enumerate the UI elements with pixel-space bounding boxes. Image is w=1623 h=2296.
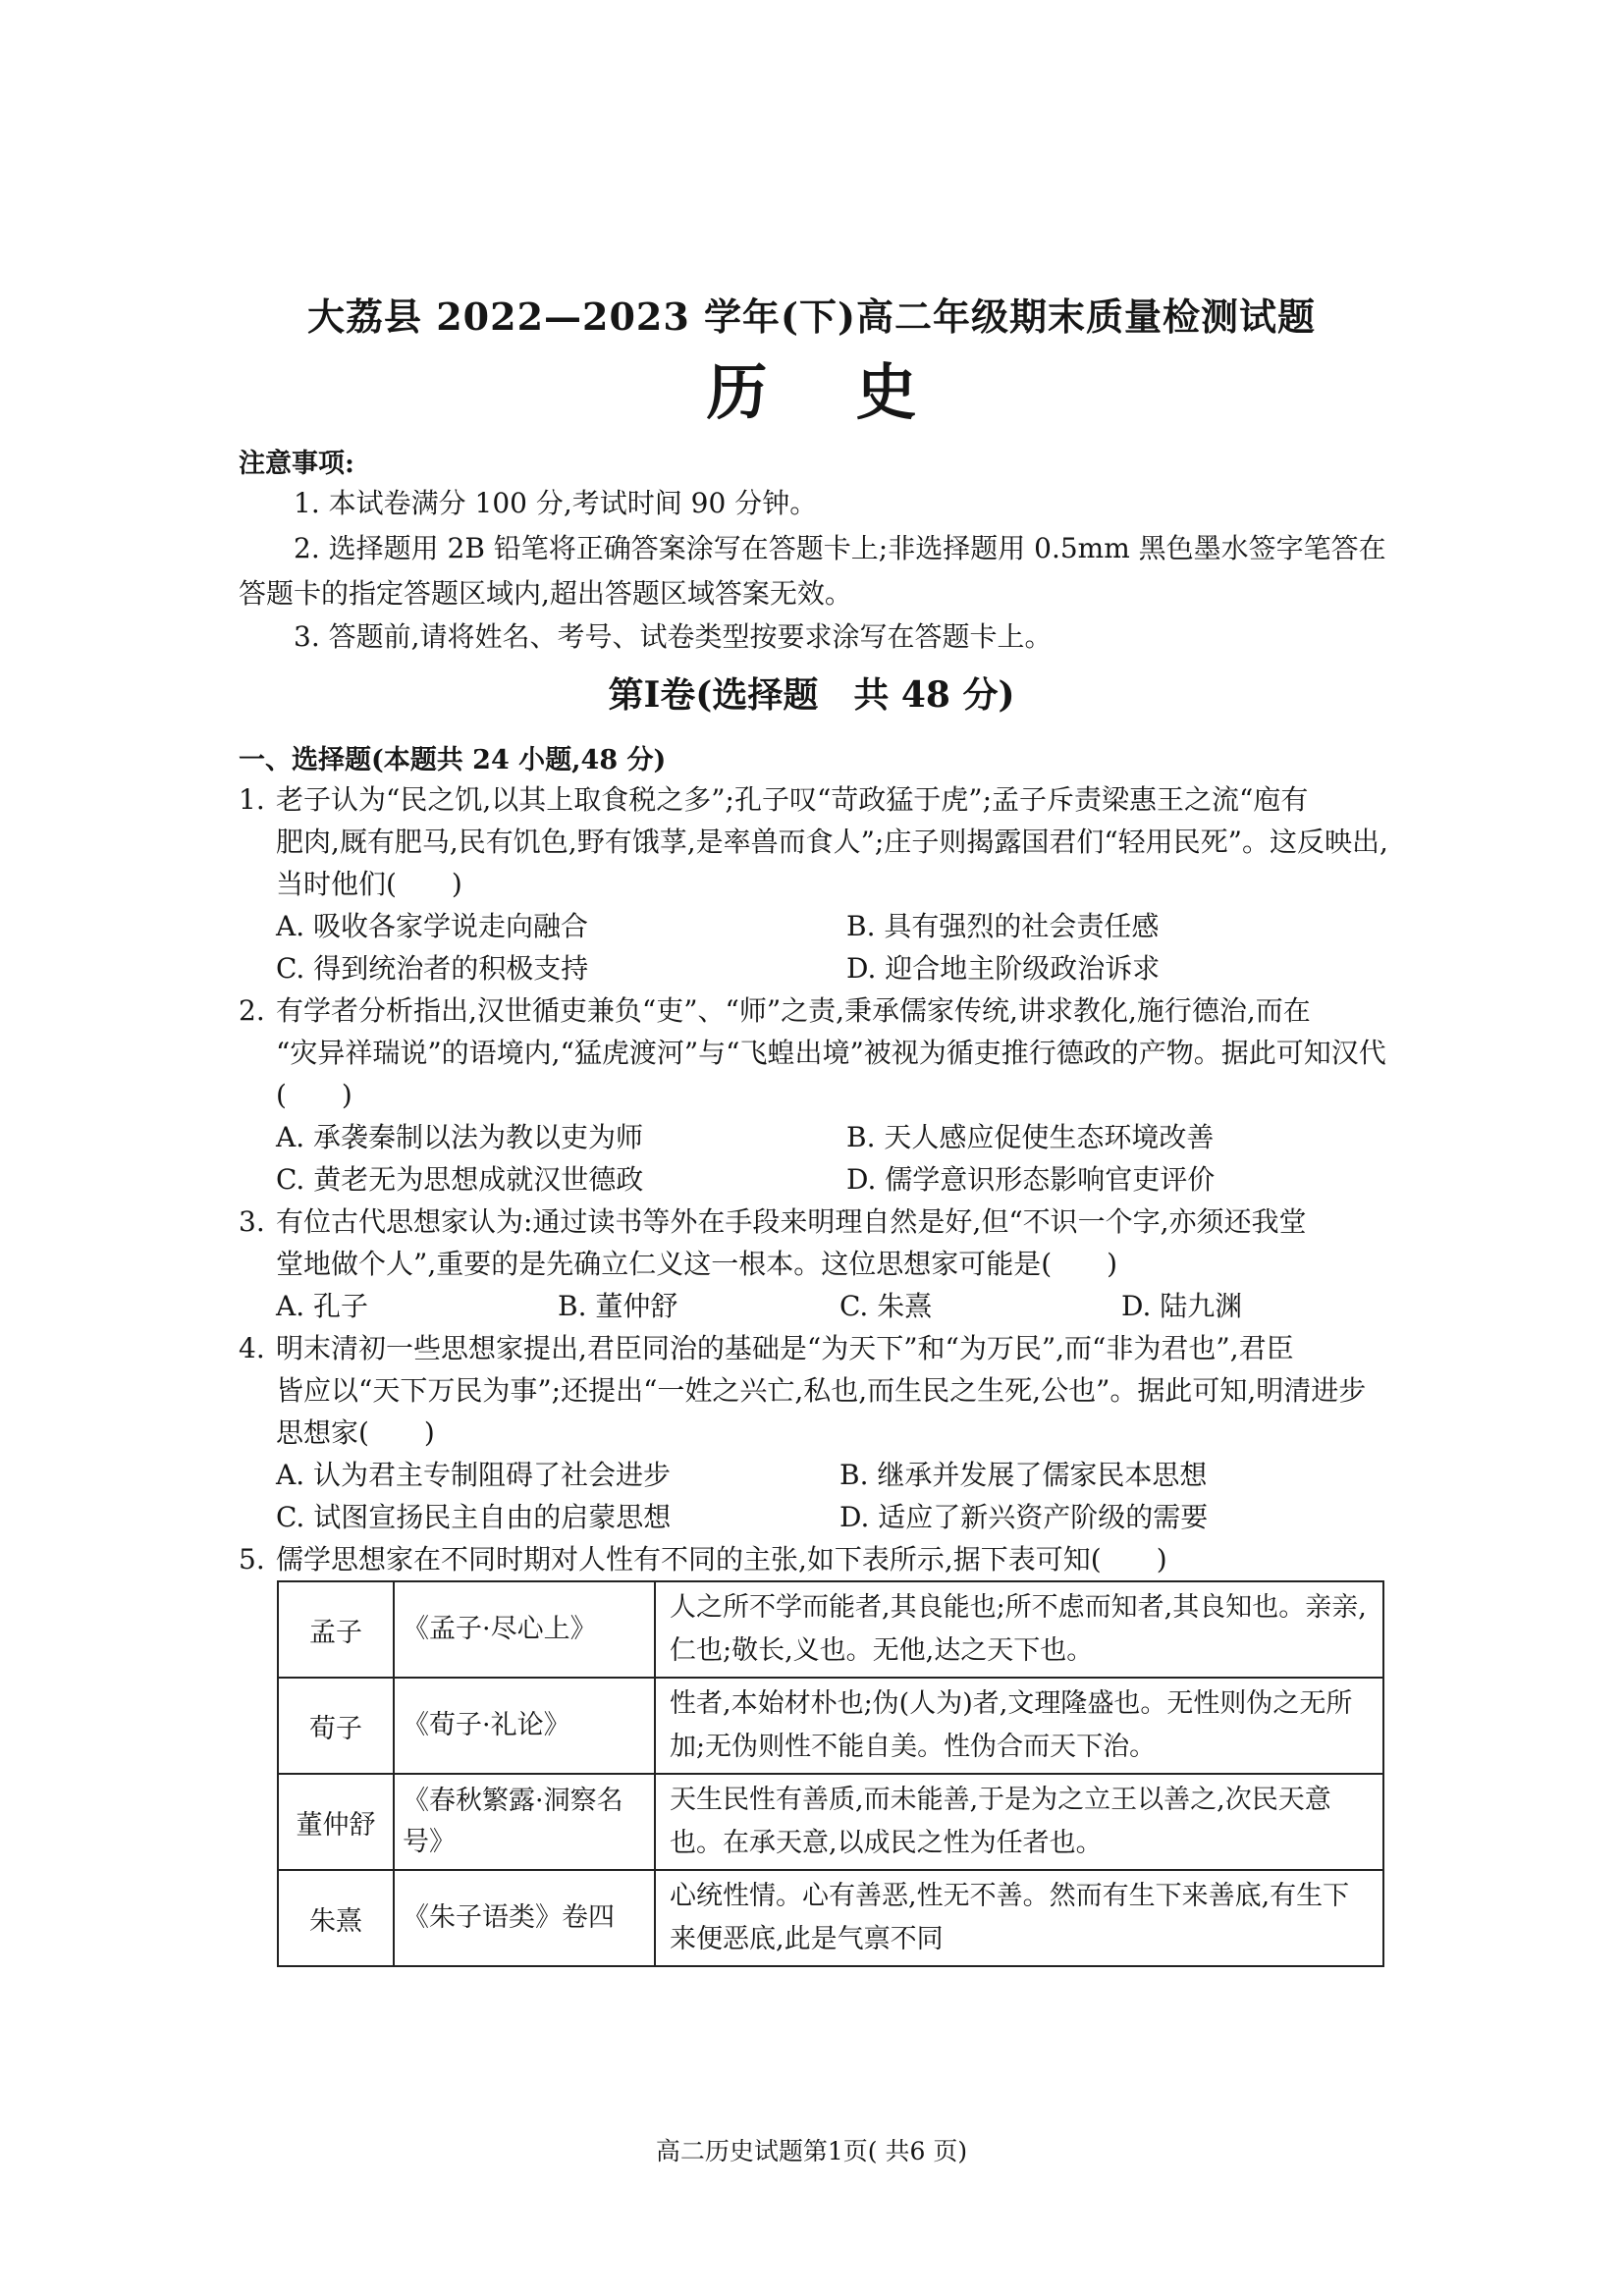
- question-text-cont: “灾异祥瑞说”的语境内,“猛虎渡河”与“飞蝗出境”被视为循吏推行德政的产物。据此可知汉代( ): [276, 1037, 1386, 1111]
- option-c: C. 试图宣扬民主自由的启蒙思想: [276, 1501, 672, 1533]
- option-d: D. 适应了新兴资产阶级的需要: [839, 1501, 1209, 1533]
- notes-heading: 注意事项:: [239, 449, 354, 479]
- option-d: D. 陆九渊: [1121, 1290, 1243, 1322]
- table-row: [278, 1870, 1383, 1966]
- quote-cell: 天生民性有善质,而未能善,于是为之立王以善之,次民天意也。在承天意,以成民之性为任者也。: [655, 1774, 1383, 1870]
- option-b: B. 董仲舒: [558, 1290, 678, 1322]
- note-item: 2. 选择题用 2B 铅笔将正确答案涂写在答题卡上;非选择题用 0.5mm 黑色墨水签字笔答在答题卡的指定答题区域内,超出答题区域答案无效。: [239, 532, 1386, 610]
- question-number: 3.: [239, 1205, 265, 1238]
- thinker-cell: 荀子: [278, 1678, 394, 1774]
- option-c: C. 朱熹: [839, 1290, 933, 1322]
- question-text-cont: 堂地做个人”,重要的是先确立仁义这一根本。这位思想家可能是( ): [276, 1248, 1118, 1280]
- source-cell: 《孟子·尽心上》: [394, 1581, 655, 1678]
- option-c: C. 得到统治者的积极支持: [276, 952, 589, 985]
- page-footer: 高二历史试题第1页( 共6 页): [655, 2137, 968, 2165]
- question-4: [239, 1327, 1389, 1454]
- question-text: 有学者分析指出,汉世循吏兼负“吏”、“师”之责,秉承儒家传统,讲求教化,施行德治,而在: [276, 994, 1311, 1027]
- part-heading: 一、选择题(本题共 24 小题,48 分): [239, 745, 667, 775]
- quote-cell: 性者,本始材朴也;伪(人为)者,文理隆盛也。无性则伪之无所加;无伪则性不能自美。性伪合而天下治。: [655, 1678, 1383, 1774]
- quote-cell: 人之所不学而能者,其良能也;所不虑而知者,其良知也。亲亲,仁也;敬长,义也。无他,达之天下也。: [655, 1581, 1383, 1678]
- question-text: 明末清初一些思想家提出,君臣同治的基础是“为天下”和“为万民”,而“非为君也”,君臣: [276, 1332, 1294, 1364]
- thinker-cell: 孟子: [278, 1581, 394, 1678]
- table-row: [278, 1581, 1383, 1678]
- option-d: D. 迎合地主阶级政治诉求: [846, 952, 1161, 985]
- option-a: A. 孔子: [276, 1290, 369, 1322]
- question-5: [239, 1538, 1389, 1580]
- question-number: 4.: [239, 1332, 265, 1364]
- question-text-cont: 肥肉,厩有肥马,民有饥色,野有饿莩,是率兽而食人”;庄子则揭露国君们“轻用民死”。这反映出,当时他们( ): [276, 826, 1388, 900]
- option-a: A. 承袭秦制以法为教以吏为师: [276, 1121, 644, 1153]
- question-number: 5.: [239, 1543, 265, 1575]
- question-text: 儒学思想家在不同时期对人性有不同的主张,如下表所示,据下表可知( ): [276, 1543, 1167, 1575]
- question-1: [239, 778, 1389, 905]
- section-title: 第Ⅰ卷(选择题 共 48 分): [608, 674, 1015, 716]
- source-cell: 《春秋繁露·洞察名号》: [394, 1774, 655, 1870]
- question-number: 2.: [239, 994, 265, 1027]
- option-b: B. 继承并发展了儒家民本思想: [839, 1459, 1208, 1491]
- table-row: [278, 1678, 1383, 1774]
- option-a: A. 吸收各家学说走向融合: [276, 910, 589, 942]
- option-a: A. 认为君主专制阻碍了社会进步: [276, 1459, 672, 1491]
- subject-title: 历史: [706, 356, 1005, 428]
- option-d: D. 儒学意识形态影响官吏评价: [846, 1163, 1216, 1196]
- source-cell: 《朱子语类》卷四: [394, 1870, 655, 1966]
- source-cell: 《荀子·礼论》: [394, 1678, 655, 1774]
- table-row: [278, 1774, 1383, 1870]
- question-3: [239, 1201, 1389, 1285]
- question-number: 1.: [239, 783, 265, 816]
- thinker-cell: 朱熹: [278, 1870, 394, 1966]
- question-text: 有位古代思想家认为:通过读书等外在手段来明理自然是好,但“不识一个字,亦须还我堂: [276, 1205, 1307, 1238]
- exam-title: 大荔县 2022—2023 学年(下)高二年级期末质量检测试题: [307, 294, 1316, 339]
- option-b: B. 天人感应促使生态环境改善: [846, 1121, 1215, 1153]
- question-text-cont: 皆应以“天下万民为事”;还提出“一姓之兴亡,私也,而生民之生死,公也”。据此可知,明清进步思想家( ): [276, 1374, 1367, 1449]
- human-nature-table: [277, 1580, 1384, 1967]
- question-text: 老子认为“民之饥,以其上取食税之多”;孔子叹“苛政猛于虎”;孟子斥责梁惠王之流“庖有: [276, 783, 1309, 816]
- option-c: C. 黄老无为思想成就汉世德政: [276, 1163, 644, 1196]
- note-item: 3. 答题前,请将姓名、考号、试卷类型按要求涂写在答题卡上。: [294, 620, 1053, 653]
- question-2: [239, 989, 1389, 1116]
- thinker-cell: 董仲舒: [278, 1774, 394, 1870]
- note-item: 1. 本试卷满分 100 分,考试时间 90 分钟。: [294, 487, 818, 519]
- quote-cell: 心统性情。心有善恶,性无不善。然而有生下来善底,有生下来便恶底,此是气禀不同: [655, 1870, 1383, 1966]
- option-b: B. 具有强烈的社会责任感: [846, 910, 1160, 942]
